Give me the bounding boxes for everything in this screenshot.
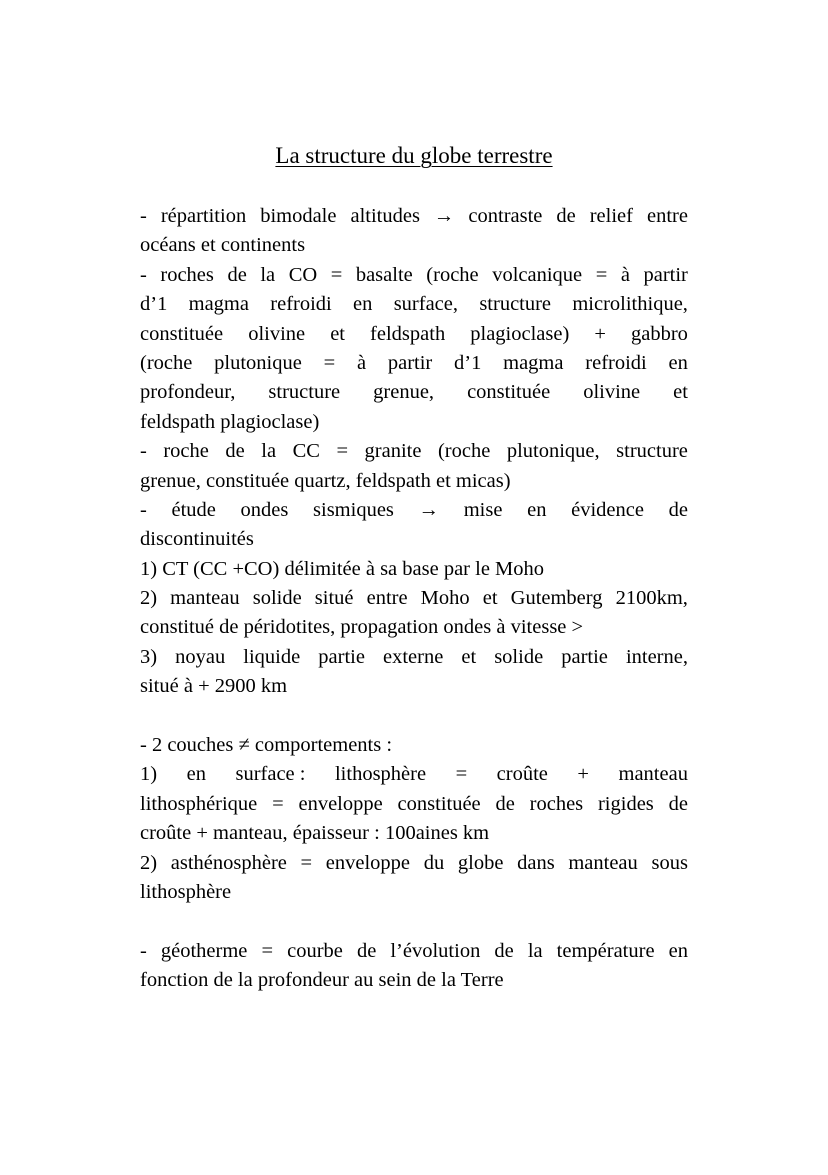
word: 1) — [140, 763, 158, 786]
word: et — [673, 381, 688, 404]
text-line — [140, 202, 688, 231]
word: d’1 — [454, 351, 482, 374]
text-line — [140, 261, 688, 290]
page-title — [0, 141, 828, 171]
word: solide — [494, 645, 544, 668]
word: de — [227, 263, 247, 286]
word: partir — [643, 263, 688, 286]
word: (roche — [437, 440, 491, 463]
word: constituée — [397, 792, 481, 815]
word: + — [594, 322, 606, 345]
text-line — [140, 790, 688, 819]
word: structure — [616, 440, 688, 463]
word: noyau — [175, 645, 226, 668]
word: d’1 — [140, 293, 168, 316]
document-body — [140, 202, 688, 996]
word: olivine — [248, 322, 306, 345]
word: ondes — [240, 498, 289, 521]
word: partir — [387, 351, 433, 374]
word: microlithique, — [572, 293, 688, 316]
word: = — [330, 263, 343, 286]
word: (roche — [426, 263, 479, 286]
word: manteau — [568, 851, 638, 874]
word: sismiques — [313, 498, 394, 521]
word: volcanique — [492, 263, 583, 286]
word: constituée — [467, 381, 551, 404]
text-line: - 2 couches ≠ comportements : — [140, 734, 393, 757]
word: Moho — [420, 587, 470, 610]
word: de — [495, 792, 515, 815]
word: de — [356, 939, 377, 962]
word: croûte — [496, 763, 548, 786]
word: évidence — [571, 498, 644, 521]
word: liquide — [243, 645, 301, 668]
text-line — [140, 849, 688, 878]
word: altitudes — [350, 205, 420, 227]
word: basalte — [355, 263, 413, 286]
word: 2) — [140, 851, 158, 874]
word: surface, — [393, 293, 459, 316]
text-line: constitué de péridotites, propagation ondes à vitesse > — [140, 616, 584, 639]
word: 2) — [140, 587, 158, 610]
word: entre — [366, 587, 408, 610]
text-line — [140, 584, 688, 613]
word: contraste — [468, 205, 543, 227]
word: - — [140, 498, 147, 521]
word: magma — [503, 351, 564, 374]
word: de — [668, 792, 688, 815]
word: asthénosphère — [170, 851, 287, 874]
text-line: grenue, constituée quartz, feldspath et micas) — [140, 469, 511, 492]
word: rigides — [597, 792, 654, 815]
word: refroidi — [585, 351, 647, 374]
word: - — [140, 939, 147, 962]
text-line: discontinuités — [140, 528, 254, 551]
word: dans — [517, 851, 555, 874]
word: à — [356, 351, 367, 374]
word: magma — [188, 293, 249, 316]
word: la — [527, 939, 543, 962]
word: solide — [252, 587, 302, 610]
word: de — [225, 440, 245, 463]
text-line: fonction de la profondeur au sein de la Terre — [140, 969, 504, 992]
word: profondeur, — [140, 381, 236, 404]
word: la — [260, 263, 276, 286]
word: manteau — [618, 763, 688, 786]
text-line: feldspath plagioclase) — [140, 410, 320, 433]
word: température — [556, 939, 655, 962]
word: - — [140, 440, 147, 463]
word: étude — [171, 498, 216, 521]
word: mise — [463, 498, 503, 521]
word: plutonique — [214, 351, 302, 374]
word: de — [556, 205, 576, 227]
word: à — [620, 263, 630, 286]
word: (roche — [140, 351, 193, 374]
word: répartition — [160, 205, 247, 227]
word: entre — [646, 205, 688, 227]
word: interne, — [625, 645, 688, 668]
word: en — [527, 498, 547, 521]
word: sous — [651, 851, 688, 874]
word: Gutemberg — [510, 587, 603, 610]
text-line: 1) CT (CC +CO) délimitée à sa base par le Moho — [140, 557, 545, 580]
word: globe — [457, 851, 504, 874]
word: lithosphérique — [140, 792, 258, 815]
word: 3) — [140, 645, 158, 668]
text-line — [140, 496, 688, 525]
paragraph-gap — [140, 702, 688, 731]
word: l’évolution — [390, 939, 481, 962]
text-line — [140, 760, 688, 789]
word: feldspath — [370, 322, 446, 345]
word: olivine — [583, 381, 641, 404]
word: en — [353, 293, 373, 316]
word: enveloppe — [298, 792, 383, 815]
word: gabbro — [631, 322, 688, 345]
word: = — [261, 939, 274, 962]
word: bimodale — [260, 205, 337, 227]
text-line: croûte + manteau, épaisseur : 100aines km — [140, 822, 490, 845]
word: → — [433, 205, 455, 227]
paragraph-gap — [140, 907, 688, 936]
word: roche — [163, 440, 209, 463]
word: en — [668, 939, 688, 962]
text-line: océans et continents — [140, 234, 306, 257]
text-line — [140, 937, 688, 966]
word: = — [323, 351, 336, 374]
word: et — [330, 322, 345, 345]
text-line: lithosphère — [140, 880, 232, 903]
word: de — [668, 498, 688, 521]
word: = — [595, 263, 608, 286]
word: et — [482, 587, 498, 610]
word: = — [272, 792, 284, 815]
word: plagioclase) — [470, 322, 570, 345]
word: géotherme — [160, 939, 248, 962]
text-line — [140, 290, 688, 319]
text-line — [140, 320, 688, 349]
word: refroidi — [270, 293, 332, 316]
word: roches — [160, 263, 214, 286]
word: lithosphère — [334, 763, 427, 786]
text-line — [140, 437, 688, 466]
word: partie — [318, 645, 365, 668]
word: CC — [292, 440, 320, 463]
word: = — [336, 440, 349, 463]
word: granite — [364, 440, 422, 463]
word: CO — [288, 263, 318, 286]
text-line — [140, 378, 688, 407]
word: courbe — [287, 939, 343, 962]
word: externe — [382, 645, 444, 668]
word: et — [461, 645, 477, 668]
word: structure — [479, 293, 552, 316]
word: relief — [589, 205, 633, 227]
word: partie — [561, 645, 608, 668]
word: roches — [529, 792, 584, 815]
word: surface : — [235, 763, 306, 786]
word: la — [261, 440, 277, 463]
word: - — [140, 205, 147, 227]
text-line — [140, 643, 688, 672]
word: grenue, — [373, 381, 435, 404]
word: = — [455, 763, 468, 786]
word: plutonique, — [506, 440, 600, 463]
text-line: situé à + 2900 km — [140, 675, 288, 698]
word: situé — [314, 587, 354, 610]
text-line — [140, 349, 688, 378]
word: enveloppe — [325, 851, 411, 874]
word: constituée — [140, 322, 224, 345]
word: + — [577, 763, 589, 786]
word: du — [423, 851, 445, 874]
word: structure — [268, 381, 341, 404]
word: → — [418, 498, 440, 521]
word: - — [140, 263, 147, 286]
word: manteau — [170, 587, 240, 610]
word: 2100km, — [615, 587, 688, 610]
page-title-text: La structure du globe terrestre — [275, 143, 553, 168]
word: = — [300, 851, 313, 874]
word: en — [186, 763, 206, 786]
word: de — [494, 939, 514, 962]
word: en — [668, 351, 688, 374]
